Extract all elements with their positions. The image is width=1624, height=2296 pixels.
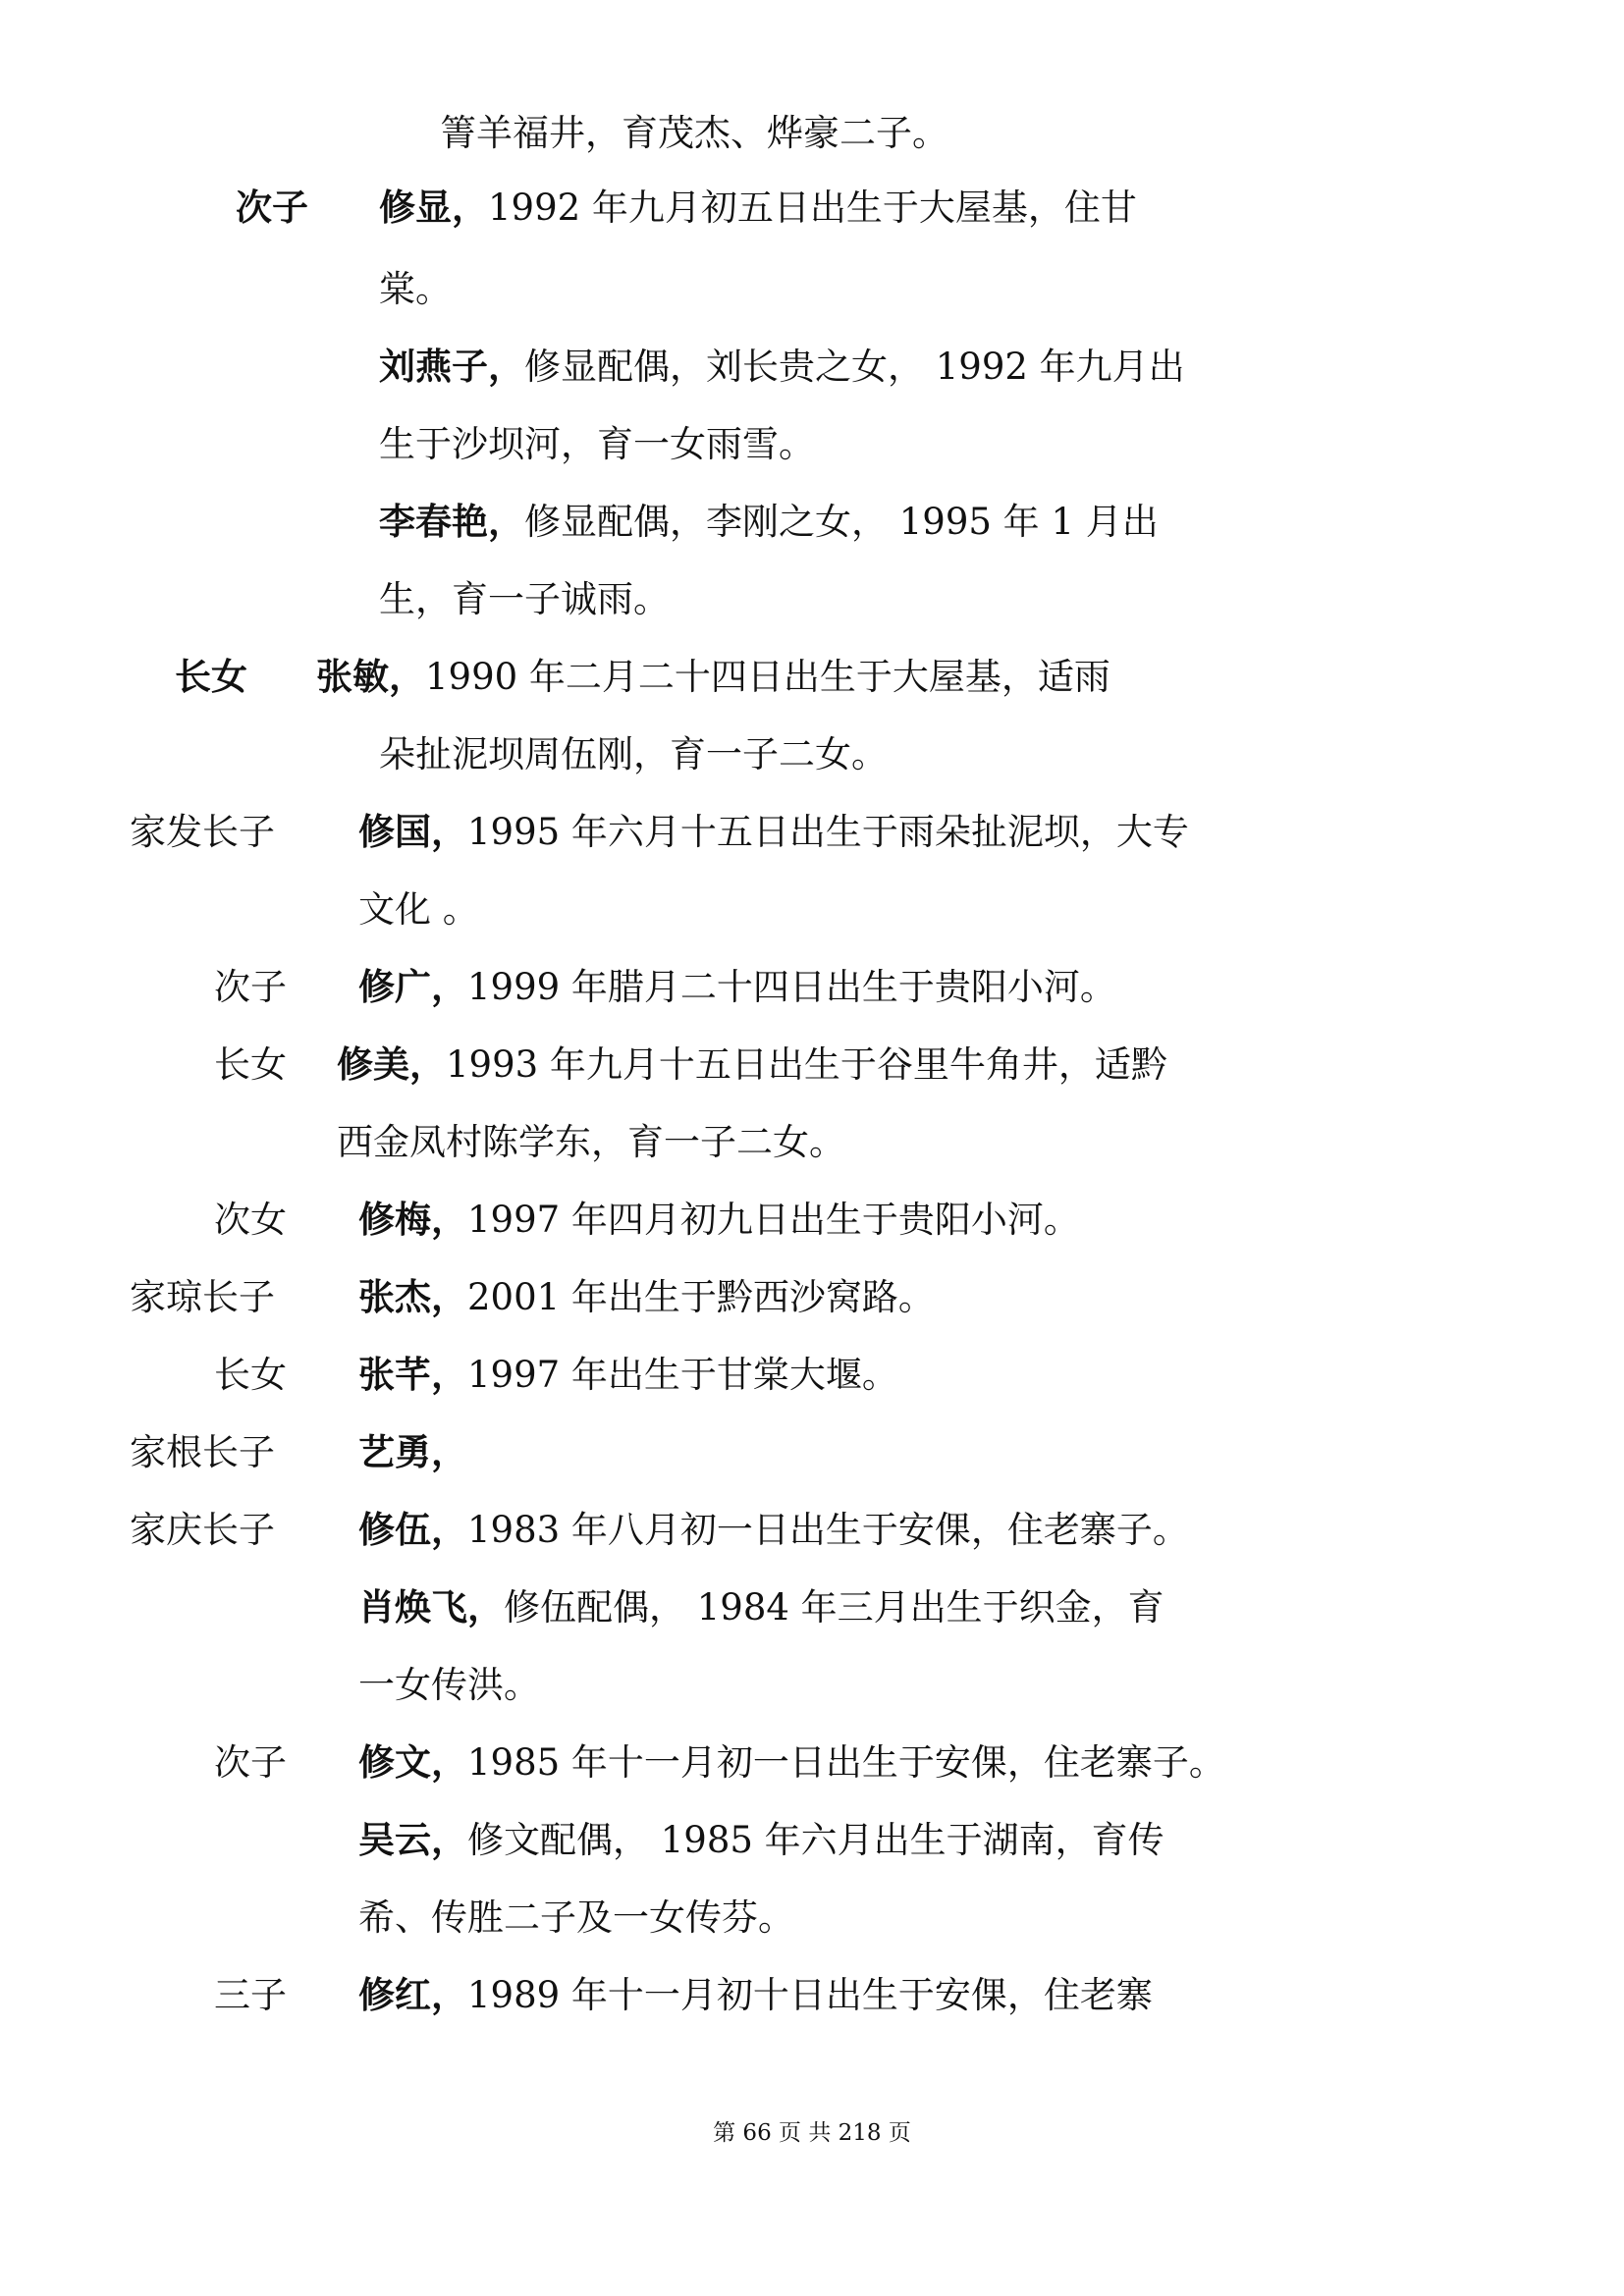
entry-continuation: 生，育一子诚雨。 <box>379 578 670 620</box>
relation-label: 次子 <box>214 1741 287 1784</box>
relation-label: 长女 <box>214 1354 287 1396</box>
entry-text: 修伍配偶， 1984 年三月出生于织金，育 <box>504 1586 1164 1629</box>
entry-text: 1985 年十一月初一日出生于安倮，住老寨子。 <box>467 1741 1225 1784</box>
person-entry <box>358 1973 1153 2016</box>
relation-label: 次女 <box>214 1199 287 1241</box>
person-entry <box>358 1198 1080 1241</box>
relation-label: 长女 <box>214 1043 287 1086</box>
entry-text: 1995 年六月十五日出生于雨朵扯泥坝，大专 <box>467 811 1189 853</box>
person-entry <box>337 1042 1167 1086</box>
page-footer: 第 66 页 共 218 页 <box>713 2120 911 2146</box>
entry-text: 2001 年出生于黔西沙窝路。 <box>467 1276 935 1318</box>
entry-text: 1999 年腊月二十四日出生于贵阳小河。 <box>467 966 1116 1008</box>
person-entry <box>358 1353 898 1396</box>
person-entry <box>358 1430 467 1473</box>
person-name: 修广， <box>358 965 467 1008</box>
relation-label: 次子 <box>214 966 287 1008</box>
person-name: 修显， <box>379 186 488 229</box>
entry-text: 1989 年十一月初十日出生于安倮，住老寨 <box>467 1974 1153 2016</box>
entry-text: 1983 年八月初一日出生于安倮，住老寨子。 <box>467 1509 1189 1551</box>
person-name: 修梅， <box>358 1198 467 1241</box>
relation-label: 长女 <box>175 655 247 698</box>
person-name: 修文， <box>358 1740 467 1784</box>
person-entry <box>379 345 1185 388</box>
person-entry <box>358 965 1116 1008</box>
person-name: 肖焕飞， <box>358 1585 504 1629</box>
person-name: 张芊， <box>358 1353 467 1396</box>
entry-text: 修显配偶，刘长贵之女， 1992 年九月出 <box>524 346 1185 388</box>
person-entry <box>379 186 1137 229</box>
person-name: 吴云， <box>358 1818 467 1861</box>
person-entry <box>358 1818 1164 1861</box>
entry-text: 1993 年九月十五日出生于谷里牛角井，适黔 <box>446 1043 1167 1086</box>
entry-continuation: 西金凤村陈学东，育一子二女。 <box>337 1121 845 1163</box>
entry-text: 修文配偶， 1985 年六月出生于湖南，育传 <box>467 1819 1164 1861</box>
entry-text: 1997 年四月初九日出生于贵阳小河。 <box>467 1199 1080 1241</box>
relation-label: 家琼长子 <box>130 1276 275 1318</box>
relation-label: 三子 <box>214 1974 287 2016</box>
entry-continuation: 一女传洪。 <box>358 1664 540 1706</box>
person-entry <box>358 1275 935 1318</box>
entry-continuation: 棠。 <box>379 268 452 310</box>
person-entry <box>358 810 1189 853</box>
person-name: 刘燕子， <box>379 345 524 388</box>
person-entry <box>358 1740 1225 1784</box>
entry-text: 1997 年出生于甘棠大堰。 <box>467 1354 898 1396</box>
entry-continuation: 朵扯泥坝周伍刚，育一子二女。 <box>379 733 888 775</box>
person-name: 修美， <box>337 1042 446 1086</box>
relation-label: 次子 <box>236 186 308 229</box>
entry-text: 修显配偶，李刚之女， 1995 年 1 月出 <box>524 501 1159 543</box>
entry-continuation: 文化 。 <box>358 888 479 931</box>
entry-text: 1992 年九月初五日出生于大屋基，住甘 <box>488 187 1137 229</box>
relation-label: 家根长子 <box>130 1431 275 1473</box>
person-name: 艺勇， <box>358 1430 467 1473</box>
person-name: 李春艳， <box>379 500 524 543</box>
entry-text: 1990 年二月二十四日出生于大屋基，适雨 <box>425 656 1110 698</box>
entry-continuation: 生于沙坝河，育一女雨雪。 <box>379 423 815 465</box>
entry-continuation: 希、传胜二子及一女传芬。 <box>358 1896 794 1939</box>
relation-label: 家庆长子 <box>130 1509 275 1551</box>
person-entry <box>358 1508 1189 1551</box>
person-name: 张敏， <box>316 655 425 698</box>
text-line: 箐羊福井，育茂杰、烨豪二子。 <box>440 112 948 154</box>
person-name: 修伍， <box>358 1508 467 1551</box>
relation-label: 家发长子 <box>130 811 275 853</box>
person-entry <box>358 1585 1164 1629</box>
person-name: 修国， <box>358 810 467 853</box>
person-entry <box>379 500 1159 543</box>
person-name: 张杰， <box>358 1275 467 1318</box>
person-name: 修红， <box>358 1973 467 2016</box>
person-entry <box>316 655 1110 698</box>
